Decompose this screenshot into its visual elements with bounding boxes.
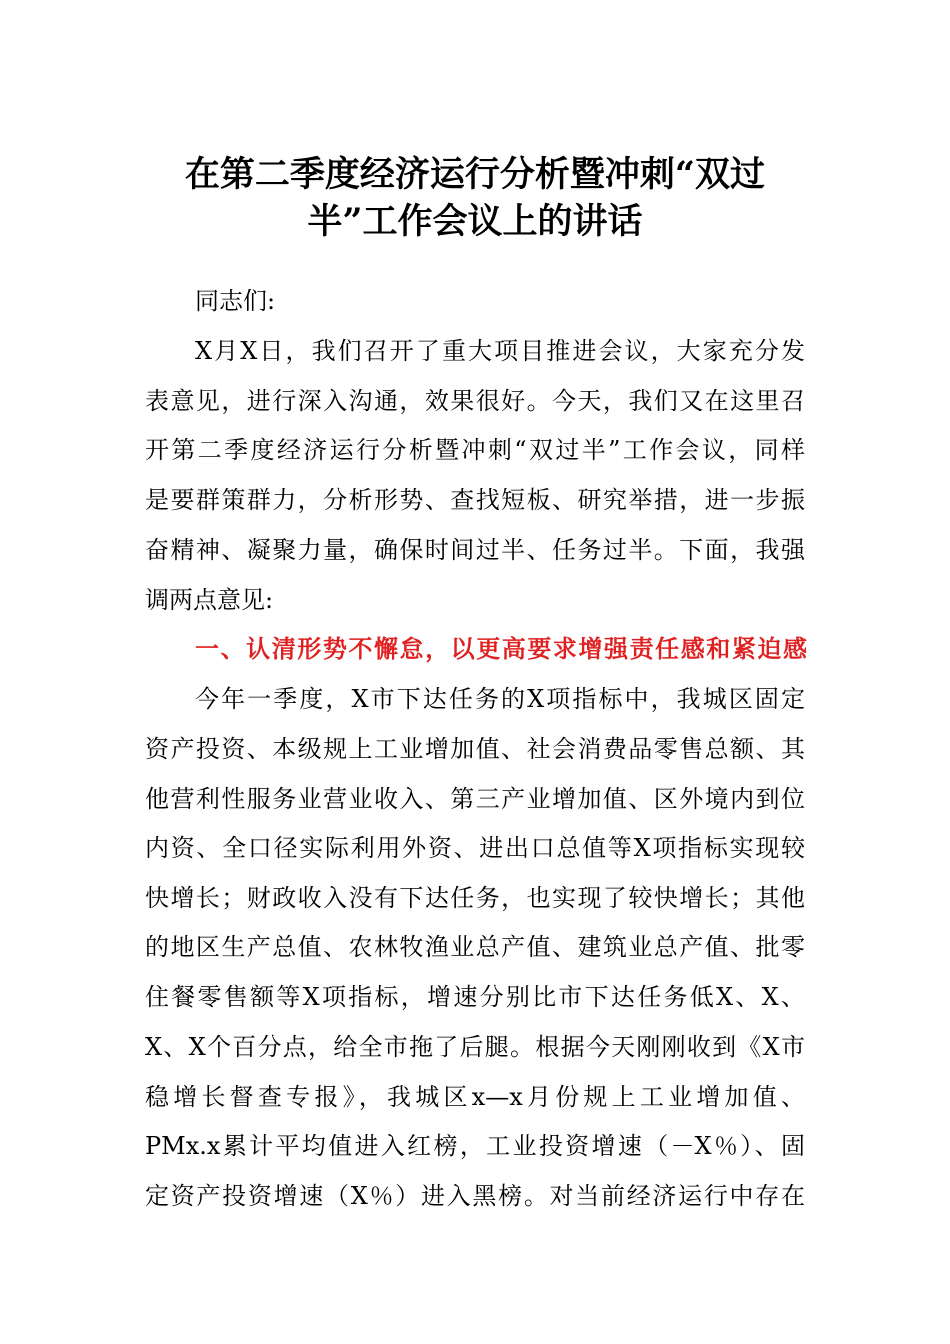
body-line-9: 稳增长督查专报》，我城区x—x月份规上工业增加值、 <box>145 1083 805 1111</box>
body-line-5: 快增长；财政收入没有下达任务，也实现了较快增长；其他 <box>145 884 805 912</box>
body-line-8: X、X个百分点，给全市拖了后腿。根据今天刚刚收到《X市 <box>145 1033 805 1061</box>
body-line-2: 资产投资、本级规上工业增加值、社会消费品零售总额、其 <box>145 735 805 763</box>
body-line-4: 内资、全口径实际利用外资、进出口总值等X项指标实现较 <box>145 834 805 862</box>
body-line-10: PMx.x累计平均值进入红榜，工业投资增速（－X％）、固 <box>145 1132 805 1160</box>
intro-line-6: 调两点意见: <box>145 586 274 614</box>
body-line-7: 住餐零售额等X项指标，增速分别比市下达任务低X、X、 <box>145 983 805 1011</box>
document-title-line-1: 在第二季度经济运行分析暨冲刺“双过 <box>184 154 766 195</box>
section-heading: 一、认清形势不懈怠，以更高要求增强责任感和紧迫感 <box>195 635 807 663</box>
body-line-6: 的地区生产总值、农林牧渔业总产值、建筑业总产值、批零 <box>145 933 805 961</box>
document-title-line-2: 半”工作会议上的讲话 <box>307 201 643 242</box>
body-line-3: 他营利性服务业营业收入、第三产业增加值、区外境内到位 <box>145 785 805 813</box>
body-line-1: 今年一季度，X市下达任务的X项指标中，我城区固定 <box>195 685 805 713</box>
intro-line-2: 表意见，进行深入沟通，效果很好。今天，我们又在这里召 <box>145 387 805 415</box>
intro-line-1: X月X日，我们召开了重大项目推进会议，大家充分发 <box>195 337 805 365</box>
body-line-11: 定资产投资增速（X％）进入黑榜。对当前经济运行中存在 <box>145 1182 805 1210</box>
intro-line-5: 奋精神、凝聚力量，确保时间过半、任务过半。下面，我强 <box>145 536 805 564</box>
intro-line-3: 开第二季度经济运行分析暨冲刺“双过半”工作会议，同样 <box>145 436 805 464</box>
salutation: 同志们: <box>195 287 276 315</box>
intro-line-4: 是要群策群力，分析形势、查找短板、研究举措，进一步振 <box>145 486 805 514</box>
